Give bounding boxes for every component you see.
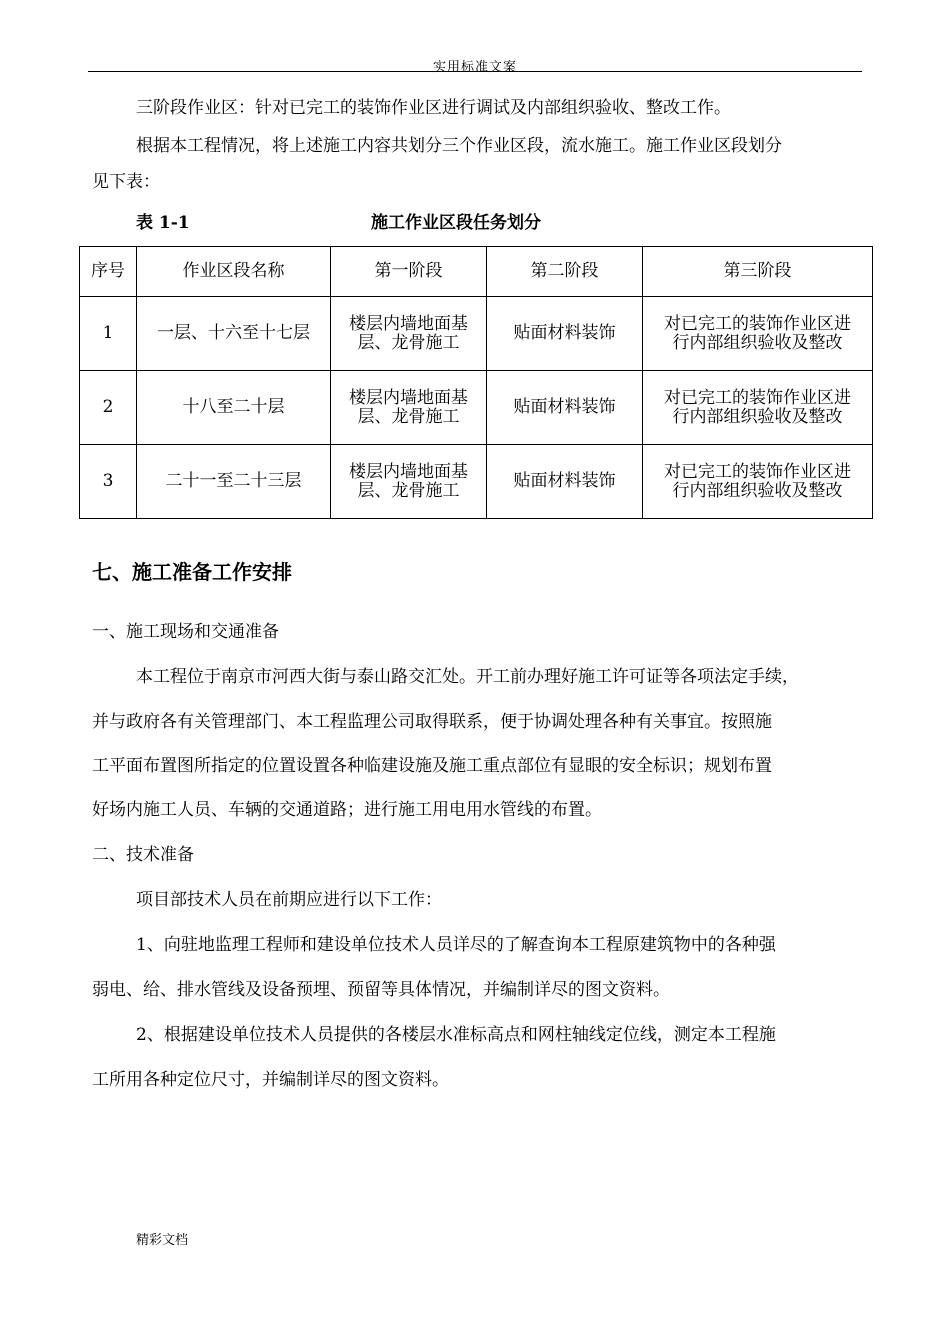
table-caption [92, 208, 867, 236]
header-cell-stage1: 第一阶段 [331, 247, 487, 297]
stage3-line: 对已完工的装饰作业区进 [664, 387, 851, 408]
page-footer: 精彩文档 [136, 1233, 189, 1248]
intro-paragraph-2-line-1: 根据本工程情况，将上述施工内容共划分三个作业区段，流水施工。施工作业区段划分 [136, 136, 782, 156]
row-stage2: 贴面材料装饰 [487, 297, 643, 371]
stage3-line: 对已完工的装饰作业区进 [664, 461, 851, 482]
header-cell-stage2: 第二阶段 [487, 247, 643, 297]
row-stage3 [643, 297, 873, 371]
tech-intro: 项目部技术人员在前期应进行以下工作： [136, 890, 442, 910]
stage1-line: 楼层内墙地面基 [349, 313, 468, 334]
work-zone-table [79, 246, 873, 519]
tech-item-1-line: 1、向驻地监理工程师和建设单位技术人员详尽的了解查询本工程原建筑物中的各种强 [136, 935, 776, 955]
stage3-line: 行内部组织验收及整改 [672, 406, 843, 427]
header-cell-name: 作业区段名称 [137, 247, 331, 297]
site-paragraph-line: 并与政府各有关管理部门、本工程监理公司取得联系，便于协调处理各种有关事宜。按照施 [92, 712, 772, 732]
subsection-heading-tech: 二、技术准备 [92, 845, 194, 865]
tech-item-2-line: 工所用各种定位尺寸，并编制详尽的图文资料。 [92, 1070, 449, 1090]
stage1-line: 楼层内墙地面基 [349, 461, 468, 482]
stage1-line: 层、龙骨施工 [357, 332, 460, 353]
row-zone-name: 一层、十六至十七层 [137, 297, 331, 371]
table-row [80, 297, 873, 371]
header-cell-no: 序号 [80, 247, 137, 297]
tech-item-1-line: 弱电、给、排水管线及设备预埋、预留等具体情况，并编制详尽的图文资料。 [92, 980, 670, 1000]
stage3-line: 行内部组织验收及整改 [672, 480, 843, 501]
row-stage1 [331, 371, 487, 445]
row-stage3 [643, 445, 873, 519]
site-paragraph-line: 好场内施工人员、车辆的交通道路；进行施工用电用水管线的布置。 [92, 800, 602, 820]
site-paragraph-line: 本工程位于南京市河西大街与泰山路交汇处。开工前办理好施工许可证等各项法定手续， [136, 667, 799, 687]
row-stage2: 贴面材料装饰 [487, 445, 643, 519]
header-rule [88, 71, 862, 72]
table-header-row [80, 247, 873, 297]
page-header: 实用标准文案 [432, 60, 517, 75]
row-stage3 [643, 371, 873, 445]
stage1-line: 层、龙骨施工 [357, 406, 460, 427]
stage1-line: 层、龙骨施工 [357, 480, 460, 501]
table-title: 施工作业区段任务划分 [371, 213, 541, 233]
header-cell-stage3: 第三阶段 [643, 247, 873, 297]
row-no: 2 [80, 371, 137, 445]
intro-paragraph-1: 三阶段作业区：针对已完工的装饰作业区进行调试及内部组织验收、整改工作。 [136, 98, 731, 118]
tech-item-2-line: 2、根据建设单位技术人员提供的各楼层水准标高点和网柱轴线定位线，测定本工程施 [136, 1025, 776, 1045]
site-paragraph-line: 工平面布置图所指定的位置设置各种临建设施及施工重点部位有显眼的安全标识；规划布置 [92, 756, 772, 776]
subsection-heading-site: 一、施工现场和交通准备 [92, 622, 279, 642]
table-number: 表 1-1 [136, 213, 190, 233]
section-heading: 七、施工准备工作安排 [92, 560, 292, 584]
intro-paragraph-2-line-2: 见下表： [92, 172, 160, 192]
row-stage1 [331, 297, 487, 371]
row-stage2: 贴面材料装饰 [487, 371, 643, 445]
stage1-line: 楼层内墙地面基 [349, 387, 468, 408]
row-zone-name: 十八至二十层 [137, 371, 331, 445]
table-row [80, 445, 873, 519]
row-no: 3 [80, 445, 137, 519]
row-stage1 [331, 445, 487, 519]
stage3-line: 行内部组织验收及整改 [672, 332, 843, 353]
stage3-line: 对已完工的装饰作业区进 [664, 313, 851, 334]
row-zone-name: 二十一至二十三层 [137, 445, 331, 519]
row-no: 1 [80, 297, 137, 371]
table-row [80, 371, 873, 445]
